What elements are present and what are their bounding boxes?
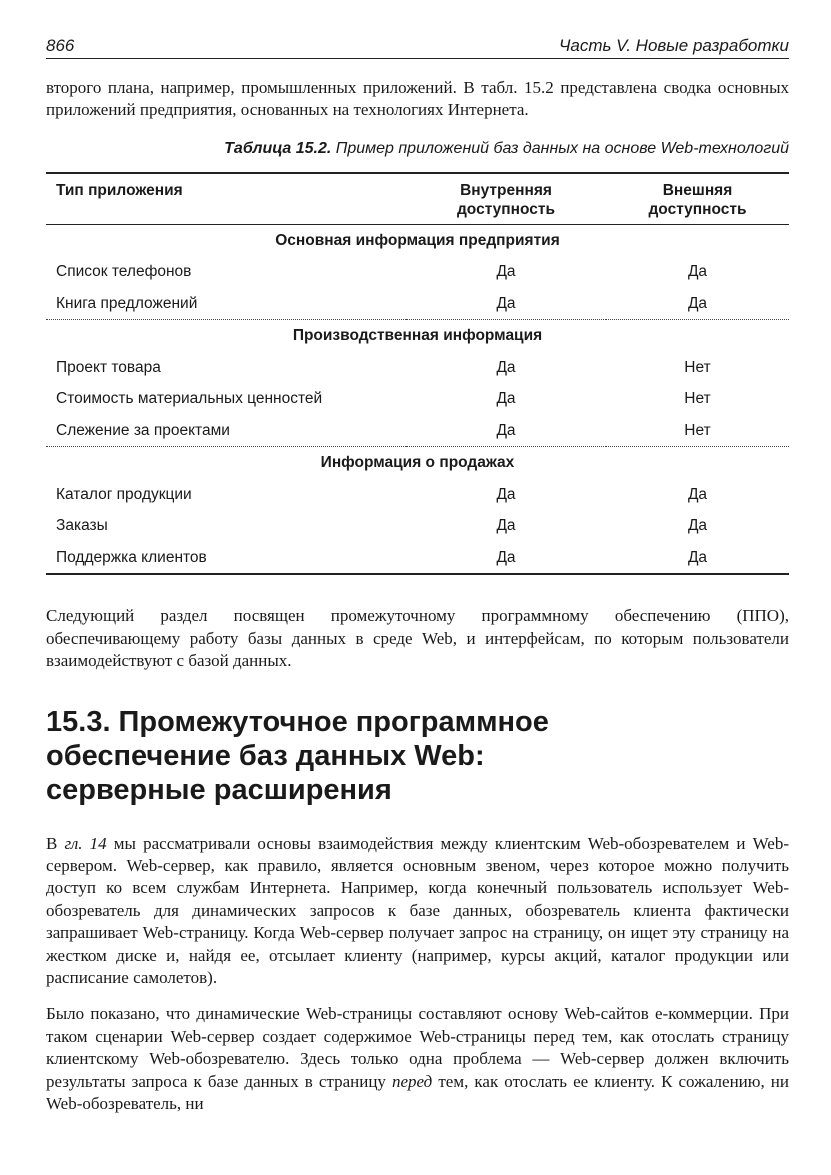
body-paragraph: Было показано, что динамические Web-страницы составляют основу Web-сайтов е-коммерции. При таком сценарии Web-сервер создает содержимое Web-страницы перед тем, как отослать страницу клиентскому Web-обозревателю. Здесь только одна проблема — Web-сервер должен включить результаты запроса к базе данных в страницу перед тем, как отослать ее клиенту. К сожалению, ни Web-обозреватель, ни bbox=[46, 1004, 790, 1113]
chapter-reference: гл. 14 bbox=[64, 833, 107, 853]
group-row bbox=[46, 224, 789, 256]
table-row bbox=[46, 383, 789, 415]
emphasis-word: перед bbox=[392, 1071, 433, 1091]
after-table-paragraph: Следующий раздел посвящен промежуточному программному обеспечению (ППО), обеспечивающему работу базы данных в среде Web, и интерфейсам, по которым пользователи взаимодействуют с базой данных. bbox=[46, 606, 789, 671]
table-row bbox=[46, 415, 789, 447]
app-name-cell: Стоимость материальных ценностей bbox=[56, 390, 323, 408]
table-row bbox=[46, 288, 789, 320]
running-header bbox=[46, 34, 789, 59]
group-title: Основная информация предприятия bbox=[275, 231, 560, 249]
part-title: Часть V. Новые разработки bbox=[558, 36, 789, 55]
app-name-cell: Заказы bbox=[56, 517, 108, 535]
table-caption bbox=[46, 140, 789, 160]
internal-cell: Да bbox=[496, 517, 516, 535]
body-paragraph: В гл. 14 мы рассматривали основы взаимодействия между клиентским Web-обозревателем и Web-сервером. Web-сервер, как правило, является основным звеном, через которое можно получить доступ ко всем службам Интернета. Например, когда конечный пользователь использует Web-обозреватель для динамических запросов к базе данных, обозреватель клиента фактически запрашивает Web-страницу. Когда Web-сервер получает запрос на страницу, он ищет эту страницу на жестком диске и, найдя ее, отсылает клиенту (например, курсы акций, каталог продукции или расписание самолетов). bbox=[46, 833, 789, 987]
app-name-cell: Список телефонов bbox=[56, 263, 192, 281]
book-page bbox=[46, 34, 789, 1115]
internal-cell: Да bbox=[496, 485, 516, 503]
group-title: Производственная информация bbox=[292, 327, 543, 345]
external-cell: Нет bbox=[606, 415, 789, 447]
section-heading bbox=[46, 705, 789, 807]
column-header-external: Внешняя доступность bbox=[606, 173, 789, 225]
internal-cell: Да bbox=[406, 415, 606, 447]
table-caption-label: Таблица 15.2. bbox=[224, 139, 332, 157]
app-name-cell: Книга предложений bbox=[46, 288, 406, 320]
app-name-cell: Поддержка клиентов bbox=[56, 548, 207, 566]
group-title: Информация о продажах bbox=[320, 454, 515, 472]
section-heading-line: обеспечение баз данных Web: bbox=[46, 739, 485, 772]
intro-paragraph: второго плана, например, промышленных приложений. В табл. 15.2 представлена сводка основных приложений предприятия, основанных на технологиях Интернета. bbox=[46, 78, 789, 120]
external-cell: Да bbox=[687, 517, 708, 535]
internal-cell: Да bbox=[406, 288, 606, 320]
external-cell: Да bbox=[687, 263, 708, 281]
table-row bbox=[46, 256, 789, 288]
internal-cell: Да bbox=[496, 358, 516, 376]
group-row bbox=[46, 447, 789, 479]
column-header-type: Тип приложения bbox=[46, 173, 406, 225]
table-caption-text: Пример приложений баз данных на основе Web-технологий bbox=[331, 139, 789, 157]
table-row bbox=[46, 510, 789, 542]
internal-cell: Да bbox=[496, 548, 516, 566]
applications-table bbox=[46, 172, 789, 576]
table-header-row bbox=[46, 173, 789, 225]
table-row bbox=[46, 542, 789, 575]
external-cell: Да bbox=[687, 485, 708, 503]
external-cell: Да bbox=[687, 548, 708, 566]
app-name-cell: Слежение за проектами bbox=[46, 415, 406, 447]
app-name-cell: Проект товара bbox=[56, 358, 161, 376]
group-row bbox=[46, 320, 789, 352]
table-row bbox=[46, 352, 789, 384]
app-name-cell: Каталог продукции bbox=[56, 485, 192, 503]
internal-cell: Да bbox=[496, 263, 516, 281]
external-cell: Нет bbox=[684, 358, 711, 376]
external-cell: Да bbox=[606, 288, 789, 320]
external-cell: Нет bbox=[684, 390, 711, 408]
section-heading-line: серверные расширения bbox=[46, 773, 392, 806]
column-header-internal: Внутренняя доступность bbox=[406, 173, 606, 225]
page-number: 866 bbox=[46, 36, 75, 55]
section-heading-line: 15.3. Промежуточное программное bbox=[46, 705, 549, 738]
internal-cell: Да bbox=[496, 390, 516, 408]
table-row bbox=[46, 479, 789, 511]
